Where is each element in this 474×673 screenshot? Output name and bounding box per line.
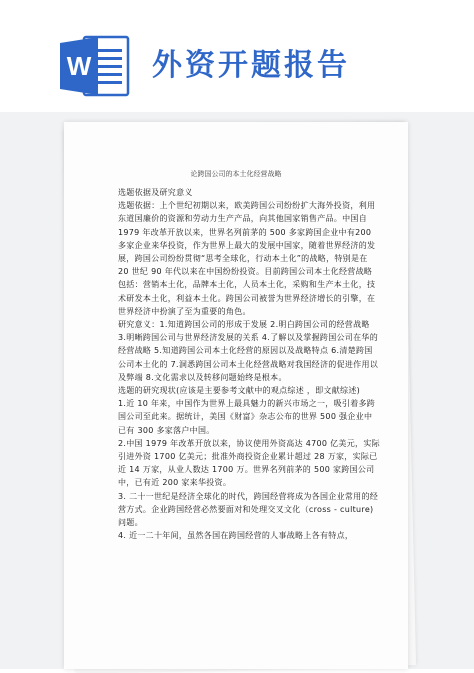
paragraph-point-3: 3. 二十一世纪是经济全球化的时代，跨国经营将成为各国企业常用的经营方式。企业跨国经营必然要面对和处理交叉文化（cross - culture)问题。	[118, 491, 379, 528]
document-page	[64, 122, 408, 669]
paragraph-significance: 研究意义：1.知道跨国公司的形成于发展 2.明白跨国公司的经营战略 3.明晰跨国公司与世界经济发展的关系 4.了解以及掌握跨国公司在华的经营战略 5.知道跨国公司本土化经营的原因以及战略特点 6.清楚跨国公司本土化的 7.洞悉跨国公司本土化经营战略对我国经济的促进作用以及弊端 8.文化需求以及转移问题始终是根本。	[118, 320, 379, 382]
paragraph-point-4: 4. 近一二十年间，虽然各国在跨国经营的人事战略上各有特点，	[118, 531, 354, 541]
paragraph-basis: 选题依据：上个世纪初期以来，欧美跨国公司纷纷扩大海外投资，利用东道国廉价的资源和劳动力生产产品，向其他国家销售产品。中国自 1979 年改革开放以来，世界名列前茅的 500 多家跨国企业中有200 多家企业来华投资，作为世界上最大的发展中国家，随着世界经济的发展，跨国公司纷纷贯彻“思考全球化，行动本土化”的战略，特别是在 20 世纪 90 年代以来在中国纷纷投资。目前跨国公司本土化经营战略包括：营销本土化，品牌本土化，人员本土化，采购和生产本土化，技术研发本土化，利益本土化。跨国公司被誉为世界经济增长的引擎，在世界经济中扮演了至为重要的角色。	[118, 201, 376, 316]
svg-text:W: W	[66, 51, 92, 81]
section-heading-basis: 选题依据及研究意义	[118, 188, 193, 197]
page-heading: 外资开题报告	[152, 48, 350, 83]
section-heading-status: 选题的研究现状(应该是主要参考文献中的观点综述 ，即文献综述)	[118, 386, 361, 396]
paragraph-point-2: 2.中国 1979 年改革开放以来，协议使用外资高达 4700 亿美元，实际引进外资 1700 亿美元；批准外商投资企业累计超过 28 万家，实际已近 14 万家，从业人数达 1700 万。世界名列前茅的 500 家跨国公司中，已有近 200 家来华投资。	[118, 438, 380, 488]
header-banner	[0, 0, 474, 112]
document-body	[118, 186, 380, 542]
document-title: 论跨国公司的本土化经营战略	[190, 170, 282, 178]
word-document-icon	[58, 35, 130, 97]
paragraph-point-1: 1.近 10 年来，中国作为世界上最具魅力的新兴市场之一，吸引着多跨国公司至此来。据统计，美国《财富》杂志公布的世界 500 强企业中已有 300 多家落户中国。	[118, 399, 376, 435]
